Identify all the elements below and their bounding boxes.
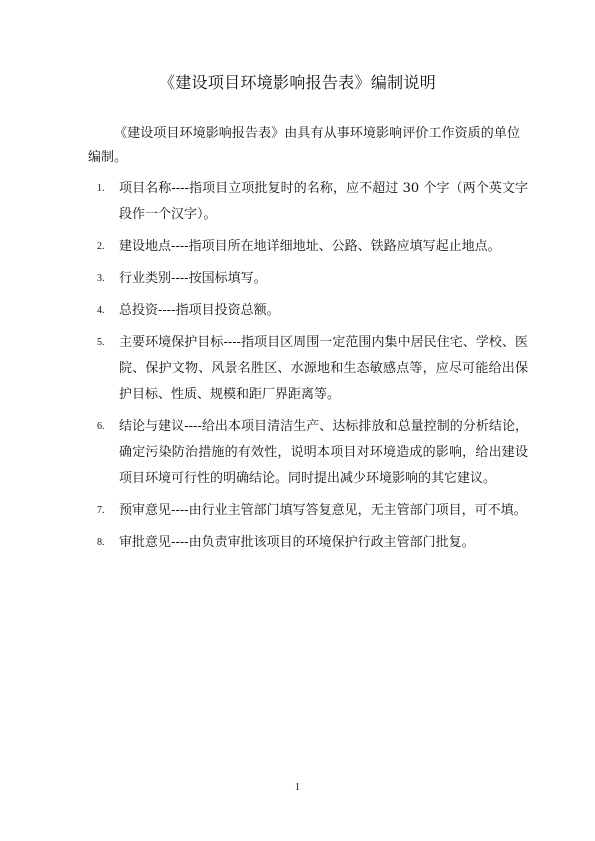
list-item-number: 1.: [97, 183, 105, 194]
page-number: 1: [295, 782, 300, 793]
list-item-number: 5.: [97, 337, 105, 348]
list-item-text: 预审意见----由行业主管部门填写答复意见，无主管部门项目，可不填。: [119, 503, 527, 518]
list-item-4: [88, 298, 528, 324]
list-item-number: 4.: [97, 305, 105, 316]
list-item-text: 行业类别----按国标填写。: [119, 271, 267, 286]
list-item-6: [88, 414, 528, 492]
instruction-list: [88, 176, 528, 562]
list-item-1: [88, 176, 528, 228]
list-item-text: 总投资----指项目投资总额。: [119, 303, 280, 318]
document-title: 《建设项目环境影响报告表》编制说明: [158, 73, 437, 92]
list-item-text: 建设地点----指项目所在地详细地址、公路、铁路应填写起止地点。: [119, 239, 501, 254]
list-item-7: [88, 498, 528, 524]
list-item-text: 审批意见----由负责审批该项目的环境保护行政主管部门批复。: [119, 535, 475, 550]
list-item-number: 6.: [97, 421, 105, 432]
list-item-number: 7.: [97, 505, 105, 516]
intro-paragraph: 《建设项目环境影响报告表》由具有从事环境影响评价工作资质的单位编制。: [88, 126, 520, 165]
list-item-text: 项目名称----指项目立项批复时的名称，应不超过 30 个字（两个英文字段作一个汉字）。: [119, 181, 528, 222]
list-item-5: [88, 330, 528, 408]
list-item-text: 结论与建议----给出本项目清洁生产、达标排放和总量控制的分析结论，确定污染防治措施的有效性，说明本项目对环境造成的影响，给出建设项目环境可行性的明确结论。同时提出减少环境影响的其它建议。: [119, 419, 528, 486]
list-item-3: [88, 266, 528, 292]
list-item-number: 2.: [97, 241, 105, 252]
list-item-2: [88, 234, 528, 260]
list-item-text: 主要环境保护目标----指项目区周围一定范围内集中居民住宅、学校、医院、保护文物、风景名胜区、水源地和生态敏感点等，应尽可能给出保护目标、性质、规模和距厂界距离等。: [119, 335, 528, 402]
list-item-number: 8.: [97, 537, 105, 548]
list-item-number: 3.: [97, 273, 105, 284]
list-item-8: [88, 530, 528, 556]
